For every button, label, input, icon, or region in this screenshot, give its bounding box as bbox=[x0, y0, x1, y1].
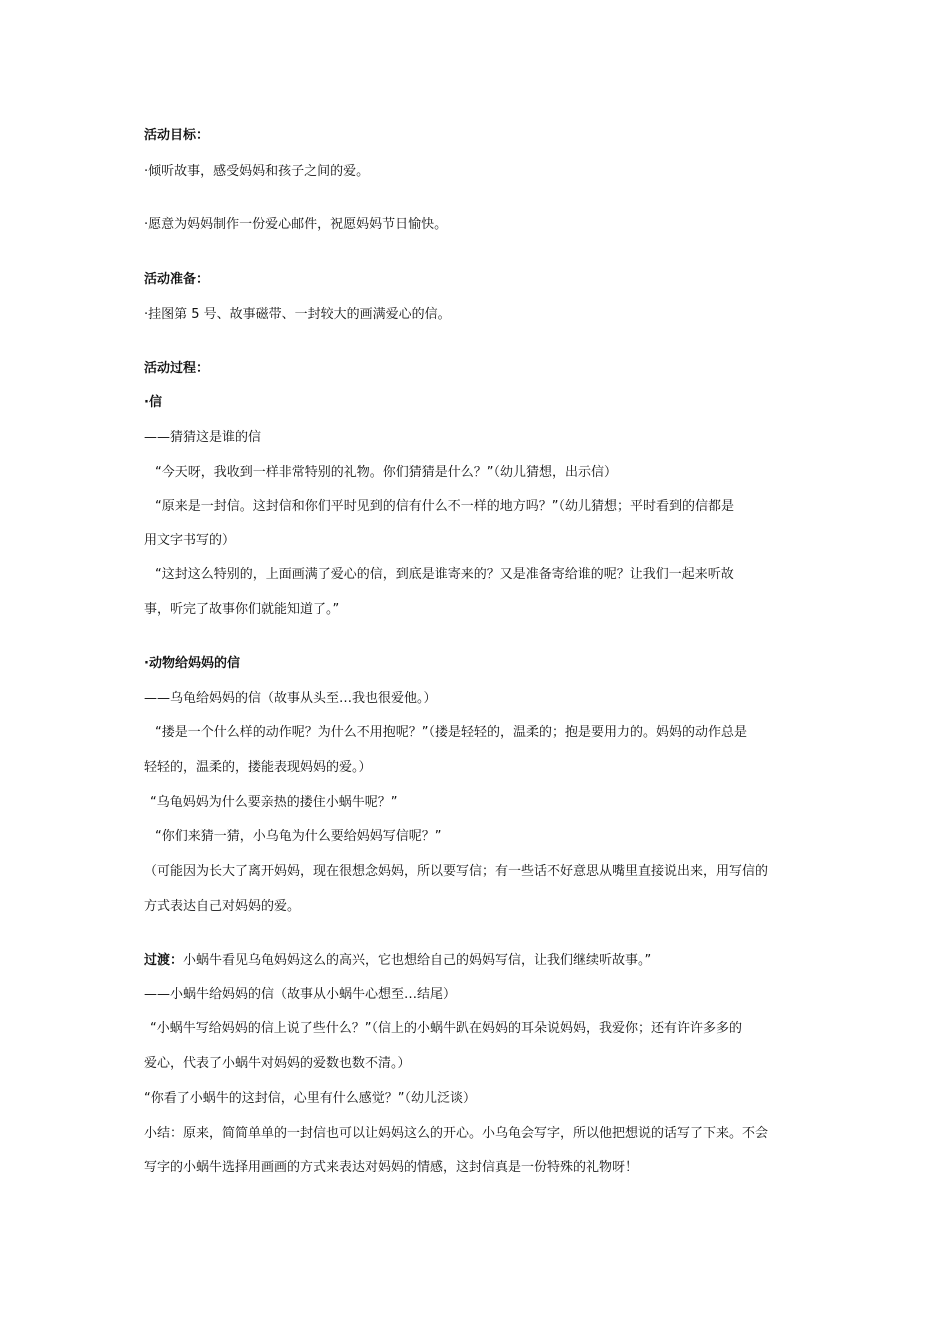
section2-paragraph-3: “你们来猜一猜，小乌龟为什么要给妈妈写信呢？” bbox=[155, 829, 442, 844]
section1-paragraph-2-line-1: “原来是一封信。这封信和你们平时见到的信有什么不一样的地方吗？”（幼儿猜想；平时看到的信都是 bbox=[155, 499, 734, 514]
section1-subtitle: ——猜猜这是谁的信 bbox=[144, 430, 262, 445]
document-page bbox=[144, 0, 810, 1344]
transition-paragraph-2: “你看了小蜗牛的这封信，心里有什么感觉？”（幼儿泛谈） bbox=[144, 1091, 476, 1106]
goals-item-2: ·愿意为妈妈制作一份爱心邮件，祝愿妈妈节日愉快。 bbox=[144, 217, 448, 232]
preparation-item-1: ·挂图第 5 号、故事磁带、一封较大的画满爱心的信。 bbox=[144, 307, 451, 322]
section1-paragraph-3-line-2: 事，听完了故事你们就能知道了。” bbox=[144, 602, 340, 617]
section2-paragraph-2: “乌龟妈妈为什么要亲热的搂住小蜗牛呢？” bbox=[150, 795, 398, 810]
process-heading: 活动过程： bbox=[144, 361, 210, 376]
transition-subtitle: ——小蜗牛给妈妈的信（故事从小蜗牛心想至…结尾） bbox=[144, 987, 457, 1002]
goals-item-1: ·倾听故事，感受妈妈和孩子之间的爱。 bbox=[144, 164, 370, 179]
section2-paragraph-1-line-1: “搂是一个什么样的动作呢？为什么不用抱呢？”（搂是轻轻的，温柔的；抱是要用力的。妈妈的动作总是 bbox=[155, 725, 747, 740]
section2-paragraph-4-line-1: （可能因为长大了离开妈妈，现在很想念妈妈，所以要写信；有一些话不好意思从嘴里直接说出来，用写信的 bbox=[144, 864, 769, 879]
section1-title: ·信 bbox=[144, 395, 162, 410]
section1-paragraph-2-line-2: 用文字书写的） bbox=[144, 533, 236, 548]
transition-label: 过渡： bbox=[144, 953, 184, 968]
summary-line-1: 小结：原来，简简单单的一封信也可以让妈妈这么的开心。小乌龟会写字，所以他把想说的话写了下来。不会 bbox=[144, 1126, 769, 1141]
section2-subtitle: ——乌龟给妈妈的信（故事从头至…我也很爱他。） bbox=[144, 691, 437, 706]
goals-heading: 活动目标： bbox=[144, 128, 210, 143]
transition-text: 小蜗牛看见乌龟妈妈这么的高兴，它也想给自己的妈妈写信，让我们继续听故事。” bbox=[183, 953, 652, 968]
summary-line-2: 写字的小蜗牛选择用画画的方式来表达对妈妈的情感，这封信真是一份特殊的礼物呀！ bbox=[144, 1160, 639, 1175]
transition-line bbox=[144, 952, 651, 970]
section2-paragraph-1-line-2: 轻轻的，温柔的，搂能表现妈妈的爱。） bbox=[144, 760, 372, 775]
section1-paragraph-1: “今天呀，我收到一样非常特别的礼物。你们猜猜是什么？”（幼儿猜想，出示信） bbox=[155, 465, 617, 480]
transition-paragraph-1-line-2: 爱心，代表了小蜗牛对妈妈的爱数也数不清。） bbox=[144, 1056, 411, 1071]
section1-paragraph-3-line-1: “这封这么特别的，上面画满了爱心的信，到底是谁寄来的？又是准备寄给谁的呢？让我们一起来听故 bbox=[155, 567, 734, 582]
transition-paragraph-1-line-1: “小蜗牛写给妈妈的信上说了些什么？”（信上的小蜗牛趴在妈妈的耳朵说妈妈，我爱你；还有许许多多的 bbox=[150, 1021, 742, 1036]
section2-title: ·动物给妈妈的信 bbox=[144, 656, 240, 671]
preparation-heading: 活动准备： bbox=[144, 272, 210, 287]
section2-paragraph-4-line-2: 方式表达自己对妈妈的爱。 bbox=[144, 899, 301, 914]
